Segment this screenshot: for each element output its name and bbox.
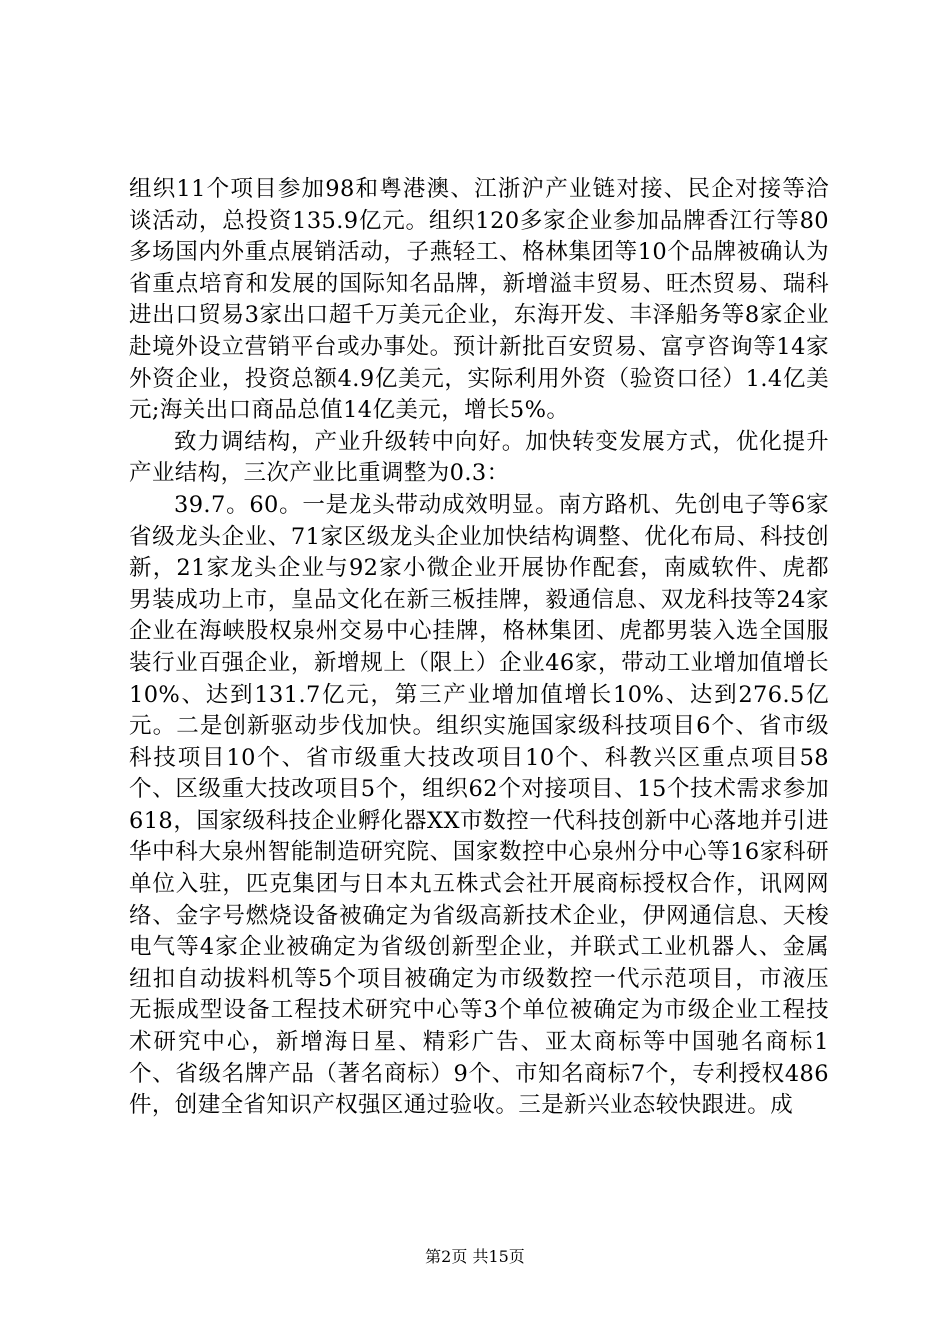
paragraph-3: 39.7。60。一是龙头带动成效明显。南方路机、先创电子等6家省级龙头企业、71家区级龙头企业加快结构调整、优化布局、科技创新，21家龙头企业与92家小微企业开展协作配套，南威软件、虎都男装成功上市，皇品文化在新三板挂牌，毅通信息、双龙科技等24家企业在海峡股权泉州交易中心挂牌，格林集团、虎都男装入选全国服装行业百强企业，新增规上（限上）企业46家，带动工业增加值增长10%、达到131.7亿元，第三产业增加值增长10%、达到276.5亿元。二是创新驱动步伐加快。组织实施国家级科技项目6个、省市级科技项目10个、省市级重大技改项目10个、科教兴区重点项目58个、区级重大技改项目5个，组织62个对接项目、15个技术需求参加618，国家级科技企业孵化器XX市数控一代科技创新中心落地并引进华中科大泉州智能制造研究院、国家数控中心泉州分中心等16家科研单位入驻，匹克集团与日本丸五株式会社开展商标授权合作，讯网网络、金字号燃烧设备被确定为省级高新技术企业，伊网通信息、天梭电气等4家企业被确定为省级创新型企业，并联式工业机器人、金属纽扣自动拔料机等5个项目被确定为市级数控一代示范项目，市液压无振成型设备工程技术研究中心等3个单位被确定为市级企业工程技术研究中心，新增海日星、精彩广告、亚太商标等中国驰名商标1个、省级名牌产品（著名商标）9个、市知名商标7个，专利授权486件，创建全省知识产权强区通过验收。三是新兴业态较快跟进。成 [129, 491, 829, 1119]
paragraph-2: 致力调结构，产业升级转中向好。加快转变发展方式，优化提升产业结构，三次产业比重调整为0.3： [129, 428, 829, 487]
document-body [129, 174, 829, 1122]
page-footer: 第2页 共15页 [425, 1247, 525, 1266]
paragraph-1: 组织11个项目参加98和粤港澳、江浙沪产业链对接、民企对接等洽谈活动，总投资135.9亿元。组织120多家企业参加品牌香江行等80多场国内外重点展销活动，子燕轻工、格林集团等10个品牌被确认为省重点培育和发展的国际知名品牌，新增溢丰贸易、旺杰贸易、瑞科进出口贸易3家出口超千万美元企业，东海开发、丰泽船务等8家企业赴境外设立营销平台或办事处。预计新批百安贸易、富亨咨询等14家外资企业，投资总额4.9亿美元，实际利用外资（验资口径）1.4亿美元;海关出口商品总值14亿美元，增长5%。 [129, 176, 829, 424]
